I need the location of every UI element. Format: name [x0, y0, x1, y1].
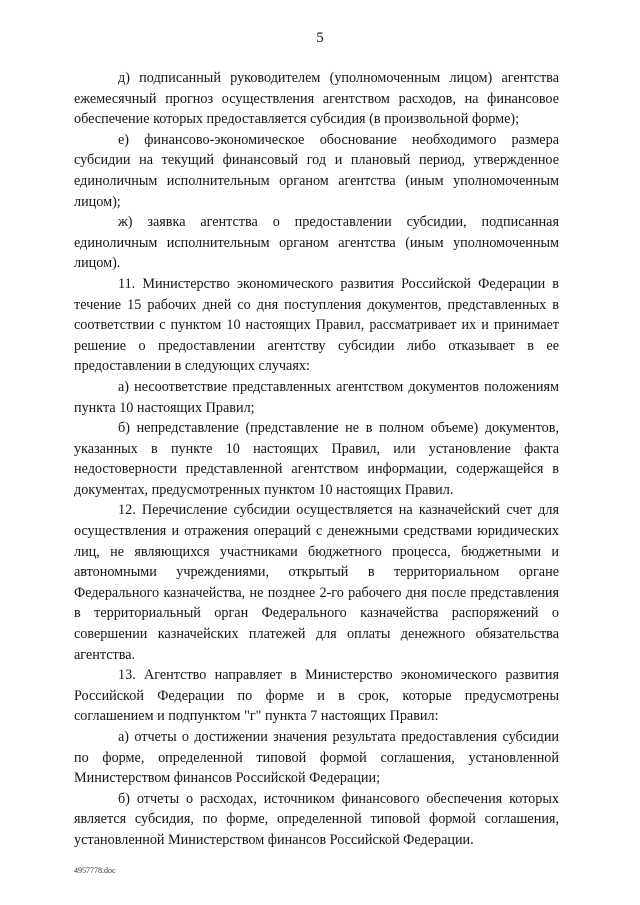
paragraph-11-b: б) непредставление (представление не в полном объеме) документов, указанных в пункте 10 настоящих Правил, или установление факта недостоверности представленной агентством информации, содержащейся в документах, предусмотренных пунктом 10 настоящих Правил.	[74, 420, 559, 498]
page-number: 5	[316, 30, 324, 46]
paragraph-zh: ж) заявка агентства о предоставлении субсидии, подписанная единоличным исполнительным органом агентства (иным уполномоченным лицом).	[74, 214, 559, 272]
paragraph-13: 13. Агентство направляет в Министерство экономического развития Российской Федерации по форме и в срок, которые предусмотрены соглашением и подпунктом "г" пункта 7 настоящих Правил:	[74, 667, 559, 725]
paragraph-11: 11. Министерство экономического развития Российской Федерации в течение 15 рабочих дней со дня поступления документов, представленных в соответствии с пунктом 10 настоящих Правил, рассматривает их и принимает решение о предоставлении агентству субсидии либо отказывает в ее предоставлении в следующих случаях:	[74, 275, 559, 375]
document-footer: 4957778.doc	[74, 866, 116, 875]
document-body	[74, 68, 559, 851]
paragraph-e: е) финансово-экономическое обоснование необходимого размера субсидии на текущий финансовый год и плановый период, утвержденное единоличным исполнительным органом агентства (иным уполномоченным лицом);	[74, 131, 559, 210]
paragraph-d: д) подписанный руководителем (уполномоченным лицом) агентства ежемесячный прогноз осуществления агентством расходов, на финансовое обеспечение которых предоставляется субсидия (в произвольной форме);	[74, 70, 559, 128]
paragraph-13-b: б) отчеты о расходах, источником финансового обеспечения которых является субсидия, по форме, определенной типовой формой соглашения, установленной Министерством финансов Российской Федерации.	[74, 790, 559, 848]
paragraph-12: 12. Перечисление субсидии осуществляется на казначейский счет для осуществления и отражения операций с денежными средствами юридических лиц, не являющихся участниками бюджетного процесса, бюджетными и автономными учреждениями, открытый в территориальном органе Федерального казначейства, не позднее 2-го рабочего дня после представления в территориальный орган Федерального казначейства распоряжений о совершении казначейских платежей для оплаты денежного обязательства агентства.	[74, 502, 559, 663]
paragraph-11-a: а) несоответствие представленных агентством документов положениям пункта 10 настоящих Правил;	[74, 378, 559, 416]
paragraph-13-a: а) отчеты о достижении значения результата предоставления субсидии по форме, определенной типовой формой соглашения, установленной Министерством финансов Российской Федерации;	[74, 729, 559, 787]
